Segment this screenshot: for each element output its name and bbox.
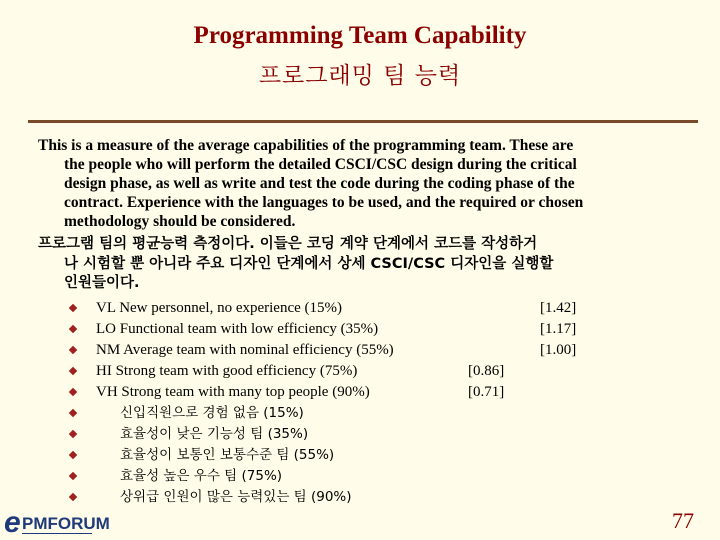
rating-text: VL New personnel, no experience (15%) bbox=[96, 300, 343, 316]
rating-text: LO Functional team with low efficiency (35%) bbox=[96, 321, 379, 337]
rating-text: 신입직원으로 경험 없음 (15%) bbox=[120, 405, 304, 421]
logo-underline bbox=[22, 533, 92, 534]
diamond-bullet-icon bbox=[69, 367, 77, 375]
description-line: 인원들이다. bbox=[64, 275, 140, 291]
rating-multiplier: [1.42] bbox=[540, 300, 577, 316]
rating-text: 상위급 인원이 많은 능력있는 팀 (90%) bbox=[120, 489, 352, 505]
slide-title-english: Programming Team Capability bbox=[193, 22, 527, 49]
rating-text: 효율성이 낮은 기능성 팀 (35%) bbox=[120, 426, 309, 442]
logo-name: PMFORUM bbox=[22, 514, 110, 533]
diamond-bullet-icon bbox=[69, 346, 77, 354]
rating-item-ko bbox=[70, 424, 670, 445]
rating-text: 효율성이 보통인 보통수준 팀 (55%) bbox=[120, 447, 335, 463]
description-line: the people who will perform the detailed CSCI/CSC design during the critical bbox=[64, 156, 577, 173]
diamond-bullet-icon bbox=[69, 493, 77, 501]
rating-text: HI Strong team with good efficiency (75%) bbox=[96, 363, 358, 379]
rating-text: VH Strong team with many top people (90%) bbox=[96, 384, 370, 400]
diamond-bullet-icon bbox=[69, 325, 77, 333]
description-korean bbox=[38, 235, 678, 294]
description-line: methodology should be considered. bbox=[64, 213, 296, 230]
rating-item-vh bbox=[70, 382, 670, 403]
diamond-bullet-icon bbox=[69, 388, 77, 396]
rating-multiplier: [1.00] bbox=[540, 342, 577, 358]
description-line: 프로그램 팀의 평균능력 측정이다. 이들은 코딩 계약 단계에서 코드를 작성하거 bbox=[38, 236, 538, 252]
diamond-bullet-icon bbox=[69, 451, 77, 459]
rating-item-ko bbox=[70, 466, 670, 487]
description-line: 나 시험할 뿐 아니라 주요 디자인 단계에서 상세 CSCI/CSC 디자인을 실행할 bbox=[64, 255, 554, 272]
title-divider bbox=[28, 120, 698, 123]
diamond-bullet-icon bbox=[69, 304, 77, 312]
rating-multiplier: [1.17] bbox=[540, 321, 577, 337]
page-number: 77 bbox=[672, 508, 694, 533]
rating-list bbox=[70, 298, 670, 508]
rating-item-ko bbox=[70, 445, 670, 466]
slide-title-korean: 프로그래밍 팀 능력 bbox=[258, 63, 462, 89]
rating-item-ko bbox=[70, 403, 670, 424]
rating-item-hi bbox=[70, 361, 670, 382]
rating-item-ko bbox=[70, 487, 670, 508]
diamond-bullet-icon bbox=[69, 430, 77, 438]
diamond-bullet-icon bbox=[69, 409, 77, 417]
diamond-bullet-icon bbox=[69, 472, 77, 480]
rating-multiplier: [0.86] bbox=[468, 363, 505, 379]
rating-text: 효율성 높은 우수 팀 (75%) bbox=[120, 468, 283, 484]
description-line: This is a measure of the average capabilities of the programming team. These are bbox=[38, 137, 574, 154]
description-english bbox=[38, 136, 678, 231]
rating-item-lo bbox=[70, 319, 670, 340]
rating-multiplier: [0.71] bbox=[468, 384, 505, 400]
pmforum-logo bbox=[4, 506, 110, 539]
rating-text: NM Average team with nominal efficiency (55%) bbox=[96, 342, 394, 358]
description-line: design phase, as well as write and test the code during the coding phase of the bbox=[64, 175, 575, 192]
logo-mark: e bbox=[4, 506, 21, 539]
rating-item-nm bbox=[70, 340, 670, 361]
description-line: contract. Experience with the languages to be used, and the required or chosen bbox=[64, 194, 584, 211]
rating-item-vl bbox=[70, 298, 670, 319]
